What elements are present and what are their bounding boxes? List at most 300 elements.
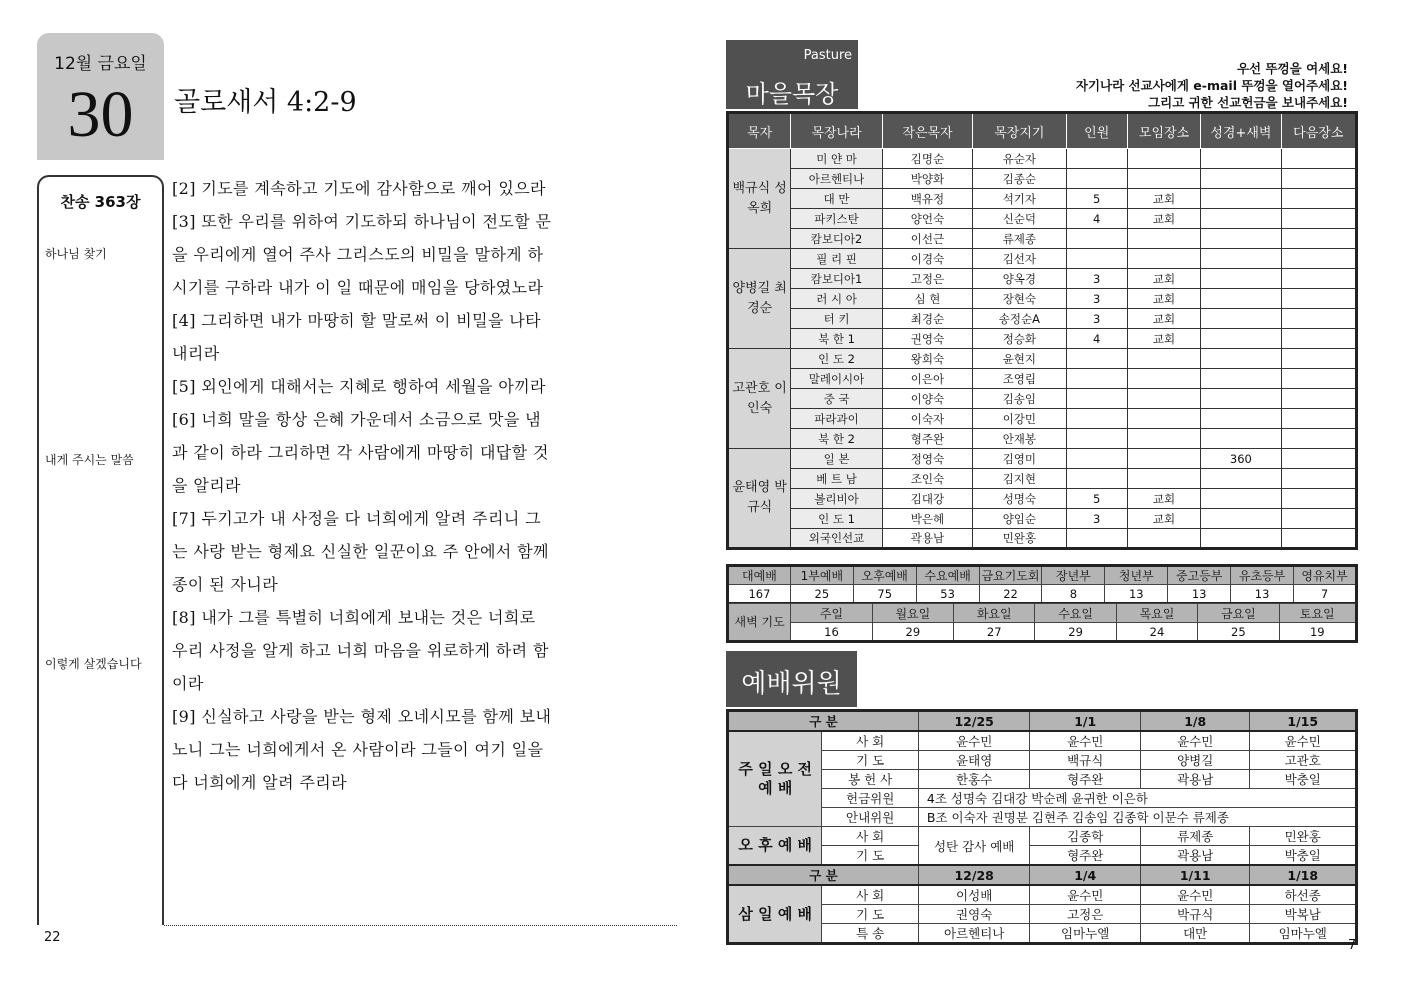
attendance-header: 1부예배 (790, 566, 853, 585)
data-cell (1201, 409, 1281, 429)
data-cell: 3 (1066, 269, 1127, 289)
data-cell: 송정순A (973, 309, 1066, 329)
shepherd-cell: 양병길 최경순 (728, 249, 791, 349)
duty-row (728, 789, 1357, 808)
scripture-line: 과 같이 하라 그리하면 각 사람에게 마땅히 대답할 것 (172, 443, 549, 462)
data-cell (1201, 469, 1281, 489)
dawn-value: 19 (1279, 623, 1356, 642)
date-cell: 12/25 (918, 711, 1030, 732)
page-divider (164, 925, 677, 926)
data-cell (1201, 189, 1281, 209)
scripture-line: 이라 (172, 674, 204, 693)
data-cell: 이강민 (973, 409, 1066, 429)
data-cell (1201, 429, 1281, 449)
attendance-header: 중고등부 (1168, 566, 1231, 585)
section-word-for-me: 내게 주시는 말씀 (45, 453, 134, 467)
duty-row (728, 731, 1357, 751)
name-cell: 윤수민 (1140, 885, 1250, 905)
data-cell: 이숙자 (882, 409, 972, 429)
data-cell (1127, 429, 1200, 449)
pasture-row (728, 509, 1357, 529)
name-cell: 윤수민 (1250, 731, 1357, 751)
data-cell (1066, 409, 1127, 429)
data-cell (1201, 309, 1281, 329)
country-cell: 북 한 2 (791, 429, 882, 449)
attendance-header: 수요예배 (916, 566, 979, 585)
pasture-header (726, 40, 858, 109)
column-header: 목장지기 (973, 113, 1066, 149)
duty-row (728, 905, 1357, 924)
country-cell: 터 키 (791, 309, 882, 329)
data-cell: 정승화 (973, 329, 1066, 349)
data-cell: 양임순 (973, 509, 1066, 529)
data-cell (1201, 229, 1281, 249)
dawn-prayer-label: 새벽 기도 (728, 604, 791, 642)
country-cell: 필 리 핀 (791, 249, 882, 269)
attendance-value: 167 (728, 585, 791, 604)
attendance-value: 22 (979, 585, 1042, 604)
sunday-afternoon-label: 오 후 예 배 (728, 827, 822, 866)
country-cell: 말레이시아 (791, 369, 882, 389)
data-cell: 5 (1066, 189, 1127, 209)
data-cell: 석기자 (973, 189, 1066, 209)
division-label: 구 분 (728, 865, 919, 885)
data-cell: 장현숙 (973, 289, 1066, 309)
data-cell: 김명순 (882, 149, 972, 169)
dawn-value: 25 (1198, 623, 1279, 642)
role-cell: 기 도 (822, 905, 918, 924)
section-seek-god: 하나님 찾기 (45, 247, 107, 261)
country-cell: 러 시 아 (791, 289, 882, 309)
division-label: 구 분 (728, 711, 919, 732)
data-cell (1201, 489, 1281, 509)
name-cell: 윤수민 (918, 731, 1030, 751)
name-cell: 민완홍 (1250, 827, 1357, 846)
role-cell: 사 회 (822, 885, 918, 905)
attendance-value: 75 (853, 585, 916, 604)
data-cell (1066, 249, 1127, 269)
scripture-line: [5] 외인에게 대해서는 지혜로 행하여 세월을 아끼라 (172, 377, 546, 396)
name-cell: 백규식 (1030, 751, 1141, 770)
date-day: 30 (67, 78, 134, 151)
duty-row (728, 846, 1357, 866)
data-cell (1281, 469, 1356, 489)
data-cell (1066, 229, 1127, 249)
data-cell: 윤현지 (973, 349, 1066, 369)
duty-row (728, 827, 1357, 846)
attendance-value: 7 (1294, 585, 1357, 604)
data-cell: 고정은 (882, 269, 972, 289)
data-cell (1201, 509, 1281, 529)
data-cell: 교회 (1127, 289, 1200, 309)
name-cell: 임마누엘 (1250, 924, 1357, 944)
data-cell: 3 (1066, 509, 1127, 529)
attendance-header: 장년부 (1042, 566, 1105, 585)
pasture-row (728, 249, 1357, 269)
data-cell: 유순자 (973, 149, 1066, 169)
dawn-prayer-table (726, 603, 1358, 643)
data-cell: 백유정 (882, 189, 972, 209)
data-cell (1201, 389, 1281, 409)
pasture-row (728, 189, 1357, 209)
name-cell: 형주완 (1030, 846, 1141, 866)
country-cell: 외국인선교 (791, 529, 882, 549)
role-cell: 헌금위원 (822, 789, 918, 808)
column-header: 다음장소 (1281, 113, 1356, 149)
date-month-weekday: 12월 금요일 (54, 54, 147, 74)
duty-row (728, 808, 1357, 827)
data-cell: 교회 (1127, 309, 1200, 329)
data-cell: 최경순 (882, 309, 972, 329)
attendance-value: 13 (1231, 585, 1294, 604)
data-cell (1281, 429, 1356, 449)
attendance-header: 유초등부 (1231, 566, 1294, 585)
data-cell (1127, 149, 1200, 169)
shepherd-cell: 백규식 성옥희 (728, 149, 791, 249)
date-cell: 1/11 (1140, 865, 1250, 885)
scripture-line: 을 우리에게 열어 주사 그리스도의 비밀을 말하게 하 (172, 245, 544, 264)
duty-row (728, 770, 1357, 789)
data-cell (1281, 369, 1356, 389)
data-cell (1201, 329, 1281, 349)
pasture-row (728, 269, 1357, 289)
attendance-value: 53 (916, 585, 979, 604)
name-cell: 아르헨티나 (918, 924, 1030, 944)
name-cell: 곽용남 (1140, 846, 1250, 866)
data-cell (1127, 169, 1200, 189)
name-cell: 박규식 (1140, 905, 1250, 924)
data-cell: 류제종 (973, 229, 1066, 249)
data-cell: 교회 (1127, 209, 1200, 229)
data-cell: 김송임 (973, 389, 1066, 409)
country-cell: 파라과이 (791, 409, 882, 429)
data-cell: 김선자 (973, 249, 1066, 269)
data-cell: 김대강 (882, 489, 972, 509)
attendance-header: 청년부 (1105, 566, 1168, 585)
data-cell (1281, 389, 1356, 409)
scripture-text (172, 172, 588, 799)
data-cell: 360 (1201, 449, 1281, 469)
data-cell: 권영숙 (882, 329, 972, 349)
name-cell: 윤수민 (1030, 885, 1141, 905)
scripture-line: [9] 신실하고 사랑을 받는 형제 오네시모를 함께 보내 (172, 707, 552, 726)
data-cell: 교회 (1127, 189, 1200, 209)
name-cell: 류제종 (1140, 827, 1250, 846)
scripture-line: 시기를 구하라 내가 이 일 때문에 매임을 당하였노라 (172, 278, 544, 297)
data-cell (1066, 469, 1127, 489)
data-cell (1127, 229, 1200, 249)
data-cell (1127, 469, 1200, 489)
duty-row (728, 924, 1357, 944)
country-cell: 미 얀 마 (791, 149, 882, 169)
data-cell (1281, 169, 1356, 189)
pasture-row (728, 229, 1357, 249)
name-cell: 한홍수 (918, 770, 1030, 789)
name-cell: 윤수민 (1140, 731, 1250, 751)
data-cell: 조영림 (973, 369, 1066, 389)
data-cell (1201, 169, 1281, 189)
data-cell: 김지현 (973, 469, 1066, 489)
data-cell: 4 (1066, 329, 1127, 349)
dawn-day: 수요일 (1035, 604, 1116, 623)
pasture-row (728, 449, 1357, 469)
data-cell (1066, 389, 1127, 409)
scripture-line: [3] 또한 우리를 위하여 기도하되 하나님이 전도할 문 (172, 212, 552, 231)
data-cell (1281, 149, 1356, 169)
attendance-value: 13 (1168, 585, 1231, 604)
wednesday-label: 삼 일 예 배 (728, 885, 822, 944)
role-cell: 안내위원 (822, 808, 918, 827)
country-cell: 캄보디아2 (791, 229, 882, 249)
data-cell (1281, 209, 1356, 229)
data-cell: 민완홍 (973, 529, 1066, 549)
dawn-day: 월요일 (872, 604, 953, 623)
sunday-morning-label: 주 일 오 전 예 배 (728, 731, 822, 827)
pasture-row (728, 369, 1357, 389)
duty-row (728, 751, 1357, 770)
country-cell: 인 도 1 (791, 509, 882, 529)
data-cell: 성명숙 (973, 489, 1066, 509)
name-cell: 곽용남 (1140, 770, 1250, 789)
name-cell: 대만 (1140, 924, 1250, 944)
data-cell (1281, 269, 1356, 289)
dawn-day: 토요일 (1279, 604, 1356, 623)
date-cell: 1/1 (1030, 711, 1141, 732)
column-header: 인원 (1066, 113, 1127, 149)
page-number-left: 22 (44, 930, 61, 945)
data-cell (1066, 349, 1127, 369)
role-cell: 봉 헌 사 (822, 770, 918, 789)
data-cell (1281, 329, 1356, 349)
duty-row (728, 885, 1357, 905)
usher-committee: B조 이숙자 권명분 김현주 김송임 김종학 이문수 류제종 (918, 808, 1356, 827)
pasture-title: 마을목장 (745, 80, 839, 108)
country-cell: 중 국 (791, 389, 882, 409)
pasture-row (728, 409, 1357, 429)
data-cell (1066, 449, 1127, 469)
data-cell: 이경숙 (882, 249, 972, 269)
pasture-row (728, 529, 1357, 549)
scripture-line: 다 너희에게 알려 주리라 (172, 773, 348, 792)
shepherd-cell: 윤태영 박규식 (728, 449, 791, 549)
data-cell: 교회 (1127, 489, 1200, 509)
country-cell: 북 한 1 (791, 329, 882, 349)
worship-duty-title: 예배위원 (741, 669, 842, 699)
attendance-value: 25 (790, 585, 853, 604)
data-cell (1127, 389, 1200, 409)
attendance-value: 13 (1105, 585, 1168, 604)
scripture-line: 노니 그는 너희에게서 온 사람이라 그들이 여기 일을 (172, 740, 544, 759)
christmas-service-note: 성탄 감사 예배 (918, 827, 1030, 866)
name-cell: 형주완 (1030, 770, 1141, 789)
date-cell: 1/15 (1250, 711, 1357, 732)
pasture-row (728, 429, 1357, 449)
data-cell: 신순덕 (973, 209, 1066, 229)
name-cell: 고관호 (1250, 751, 1357, 770)
data-cell (1066, 429, 1127, 449)
data-cell (1281, 189, 1356, 209)
data-cell (1281, 509, 1356, 529)
data-cell: 이은아 (882, 369, 972, 389)
attendance-header: 금요기도회 (979, 566, 1042, 585)
country-cell: 베 트 남 (791, 469, 882, 489)
scripture-line: 내리라 (172, 344, 220, 363)
shepherd-cell: 고관호 이인숙 (728, 349, 791, 449)
attendance-header: 대예배 (728, 566, 791, 585)
worship-duty-table (726, 709, 1358, 945)
data-cell (1127, 249, 1200, 269)
dawn-value: 29 (872, 623, 953, 642)
attendance-table (726, 564, 1358, 605)
data-cell (1281, 349, 1356, 369)
scripture-line: [6] 너희 말을 항상 은혜 가운데서 소금으로 맛을 냄 (172, 410, 542, 429)
name-cell: 이성배 (918, 885, 1030, 905)
data-cell (1127, 349, 1200, 369)
column-header: 성경+새벽 (1201, 113, 1281, 149)
data-cell: 3 (1066, 289, 1127, 309)
data-cell (1201, 269, 1281, 289)
scripture-line: 종이 된 자니라 (172, 575, 279, 594)
pasture-row (728, 169, 1357, 189)
hymn-label: 찬송 363장 (60, 193, 141, 211)
worship-duty-header (726, 651, 857, 707)
data-cell: 정영숙 (882, 449, 972, 469)
date-cell: 12/28 (918, 865, 1030, 885)
data-cell: 김종순 (973, 169, 1066, 189)
dawn-value: 29 (1035, 623, 1116, 642)
data-cell (1281, 449, 1356, 469)
dawn-value: 16 (791, 623, 872, 642)
data-cell (1201, 209, 1281, 229)
pasture-row (728, 209, 1357, 229)
date-cell: 1/18 (1250, 865, 1357, 885)
name-cell: 임마누엘 (1030, 924, 1141, 944)
data-cell: 양언숙 (882, 209, 972, 229)
data-cell: 안재봉 (973, 429, 1066, 449)
name-cell: 윤수민 (1030, 731, 1141, 751)
passage-title: 골로새서 4:2-9 (174, 87, 357, 118)
country-cell: 일 본 (791, 449, 882, 469)
data-cell (1281, 229, 1356, 249)
pasture-row (728, 289, 1357, 309)
column-header: 목장나라 (791, 113, 882, 149)
data-cell (1066, 149, 1127, 169)
name-cell: 하선종 (1250, 885, 1357, 905)
role-cell: 사 회 (822, 731, 918, 751)
name-cell: 박충일 (1250, 770, 1357, 789)
dawn-value: 27 (954, 623, 1035, 642)
pasture-row (728, 349, 1357, 369)
section-my-resolution: 이렇게 살겠습니다 (45, 657, 142, 671)
role-cell: 사 회 (822, 827, 918, 846)
attendance-value: 8 (1042, 585, 1105, 604)
scripture-line: [4] 그리하면 내가 마땅히 할 말로써 이 비밀을 나타 (172, 311, 542, 330)
data-cell (1201, 349, 1281, 369)
dawn-day: 화요일 (954, 604, 1035, 623)
data-cell: 3 (1066, 309, 1127, 329)
column-header: 작은목자 (882, 113, 972, 149)
data-cell (1201, 249, 1281, 269)
scripture-line: [2] 기도를 계속하고 기도에 감사함으로 깨어 있으라 (172, 179, 546, 198)
country-cell: 인 도 2 (791, 349, 882, 369)
country-cell: 대 만 (791, 189, 882, 209)
dawn-day: 주일 (791, 604, 872, 623)
data-cell (1201, 289, 1281, 309)
country-cell: 아르헨티나 (791, 169, 882, 189)
slogan-2: 자기나라 선교사에게 e-mail 뚜껑을 열어주세요! (1075, 78, 1348, 93)
role-cell: 특 송 (822, 924, 918, 944)
data-cell: 5 (1066, 489, 1127, 509)
pasture-row (728, 489, 1357, 509)
pasture-row (728, 309, 1357, 329)
date-box (37, 33, 164, 160)
role-cell: 기 도 (822, 751, 918, 770)
slogan-3: 그리고 귀한 선교헌금을 보내주세요! (1148, 95, 1348, 110)
name-cell: 고정은 (1030, 905, 1141, 924)
data-cell: 교회 (1127, 509, 1200, 529)
pasture-row (728, 329, 1357, 349)
data-cell (1127, 409, 1200, 429)
scripture-line: [7] 두기고가 내 사정을 다 너희에게 알려 주리니 그 (172, 509, 542, 528)
date-cell: 1/4 (1030, 865, 1141, 885)
data-cell (1281, 409, 1356, 429)
pasture-table (726, 111, 1358, 550)
pasture-subtitle: Pasture (803, 48, 852, 63)
name-cell: 김종학 (1030, 827, 1141, 846)
data-cell: 이양숙 (882, 389, 972, 409)
offering-committee: 4조 성명숙 김대강 박순례 윤귀한 이은하 (918, 789, 1356, 808)
scripture-line: 우리 사정을 알게 하고 너희 마음을 위로하게 하려 함 (172, 641, 549, 660)
data-cell: 심 현 (882, 289, 972, 309)
data-cell (1281, 309, 1356, 329)
data-cell: 교회 (1127, 329, 1200, 349)
date-cell: 1/8 (1140, 711, 1250, 732)
data-cell (1127, 449, 1200, 469)
dawn-value: 24 (1116, 623, 1197, 642)
meditation-sidebar (37, 175, 164, 925)
data-cell (1281, 529, 1356, 549)
data-cell (1201, 149, 1281, 169)
dawn-day: 금요일 (1198, 604, 1279, 623)
country-cell: 캄보디아1 (791, 269, 882, 289)
data-cell (1201, 369, 1281, 389)
data-cell: 4 (1066, 209, 1127, 229)
data-cell: 조인숙 (882, 469, 972, 489)
name-cell: 양병길 (1140, 751, 1250, 770)
slogan-1: 우선 뚜껑을 여세요! (1236, 61, 1348, 76)
data-cell: 김영미 (973, 449, 1066, 469)
data-cell: 교회 (1127, 269, 1200, 289)
duty-header-sunday (728, 711, 1357, 732)
column-header: 목자 (728, 113, 791, 149)
column-header: 모임장소 (1127, 113, 1200, 149)
attendance-header: 영유치부 (1294, 566, 1357, 585)
data-cell (1281, 289, 1356, 309)
data-cell (1066, 529, 1127, 549)
data-cell (1127, 529, 1200, 549)
scripture-line: 을 알리라 (172, 476, 241, 495)
data-cell: 형주완 (882, 429, 972, 449)
name-cell: 권영숙 (918, 905, 1030, 924)
data-cell (1127, 369, 1200, 389)
pasture-row (728, 469, 1357, 489)
name-cell: 윤태영 (918, 751, 1030, 770)
data-cell: 박은혜 (882, 509, 972, 529)
data-cell: 박양화 (882, 169, 972, 189)
data-cell (1066, 169, 1127, 189)
data-cell (1066, 369, 1127, 389)
scripture-line: [8] 내가 그를 특별히 너희에게 보내는 것은 너희로 (172, 608, 536, 627)
